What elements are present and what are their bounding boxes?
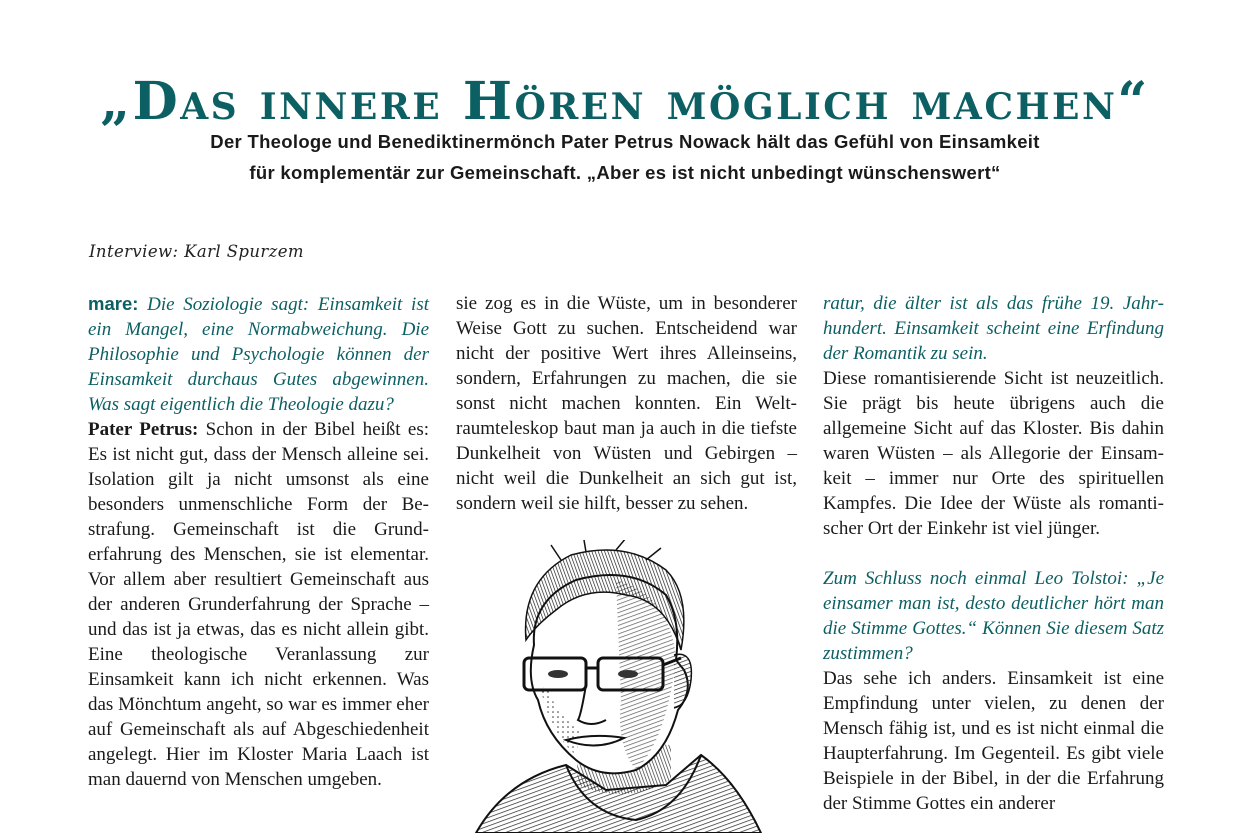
portrait-illustration <box>466 540 786 833</box>
answer-1 <box>88 417 429 792</box>
column-left <box>88 291 429 792</box>
answer-text: Schon in der Bibel heißt es: Es ist nicht gut, dass der Mensch alleine sei. Isolation gilt ja nicht umsonst als eine besonders unmenschliche Form der Bestrafung. Gemeinschaft ist die Grunderfahrung des Menschen, sie ist elementar. Vor allem aber resultiert Gemeinschaft aus der anderen Grunderfahrung der Sprache – und das ist ja etwas, das es nicht allein gibt. Eine theologische Veranlassung zur Einsamkeit kann ich nicht erkennen. Was das Mönchtum angeht, so war es immer eher auf Gemeinschaft als auf Abgeschiedenheit angelegt. Hier im Kloster Maria Laach ist man dauernd von Menschen umgeben. <box>88 419 430 790</box>
byline: Interview: Karl Spurzem <box>89 242 304 261</box>
subtitle-line-1: Der Theologe und Benediktinermönch Pater Petrus Nowack hält das Gefühl von Einsamkeit <box>210 131 1040 152</box>
article-subtitle <box>0 126 1250 188</box>
question-text: Die Soziologie sagt: Einsamkeit ist ein Mangel, eine Normabweichung. Die Philosophie und Psychologie können der Einsamkeit durchaus Gutes abgewinnen. Was sagt eigentlich die Theologie dazu? <box>88 294 429 415</box>
subtitle-line-2: für komplementär zur Gemeinschaft. „Aber es ist nicht unbedingt wünschenswert“ <box>249 162 1001 183</box>
column-middle <box>456 291 797 516</box>
answer-2: Diese romantisierende Sicht ist neuzeitlich. Sie prägt bis heute übrigens auch die allgemeine Sicht auf das Kloster. Bis dahin waren Wüsten – als Allegorie der Einsamkeit – immer nur Orte des spirituellen Kampfes. Die Idee der Wüste als romantischer Ort der Einkehr ist viel jünger. <box>823 368 1164 539</box>
answer-3: Das sehe ich anders. Einsamkeit ist eine Empfindung unter vielen, zu denen der Mensch fähig ist, und es ist nicht einmal die Haupterfahrung. Im Gegenteil. Es gibt viele Beispiele in der Bibel, in der die Erfahrung der Stimme Gottes ein anderer <box>823 668 1164 814</box>
speaker-label: Pater Petrus: <box>88 419 199 440</box>
question-3: Zum Schluss noch einmal Leo Tolstoi: „Je einsamer man ist, desto deutlicher hört man die Stimme Gottes.“ Können Sie diesem Satz zustimmen? <box>823 568 1164 664</box>
answer-continued: sie zog es in die Wüste, um in besonderer Weise Gott zu suchen. Entscheidend war nicht der positive Wert ihres Alleinseins, sondern, Erfahrungen zu machen, die sie sonst nicht machen konnten. Ein Weltraumteleskop baut man ja auch in die tiefste Dunkelheit von Wüsten und Gebirgen – nicht weil die Dunkelheit an sich gut ist, sondern weil sie hilft, besser zu sehen. <box>456 293 797 514</box>
interviewer-label: mare: <box>88 293 139 314</box>
article-title: „Das innere Hören möglich machen“ <box>100 70 1150 132</box>
question-1 <box>88 291 429 417</box>
column-right <box>823 291 1164 816</box>
question-continued: ratur, die älter ist als das frühe 19. Jahrhundert. Einsamkeit scheint eine Erfindung der Romantik zu sein. <box>823 293 1164 364</box>
paragraph-gap <box>823 541 1164 566</box>
